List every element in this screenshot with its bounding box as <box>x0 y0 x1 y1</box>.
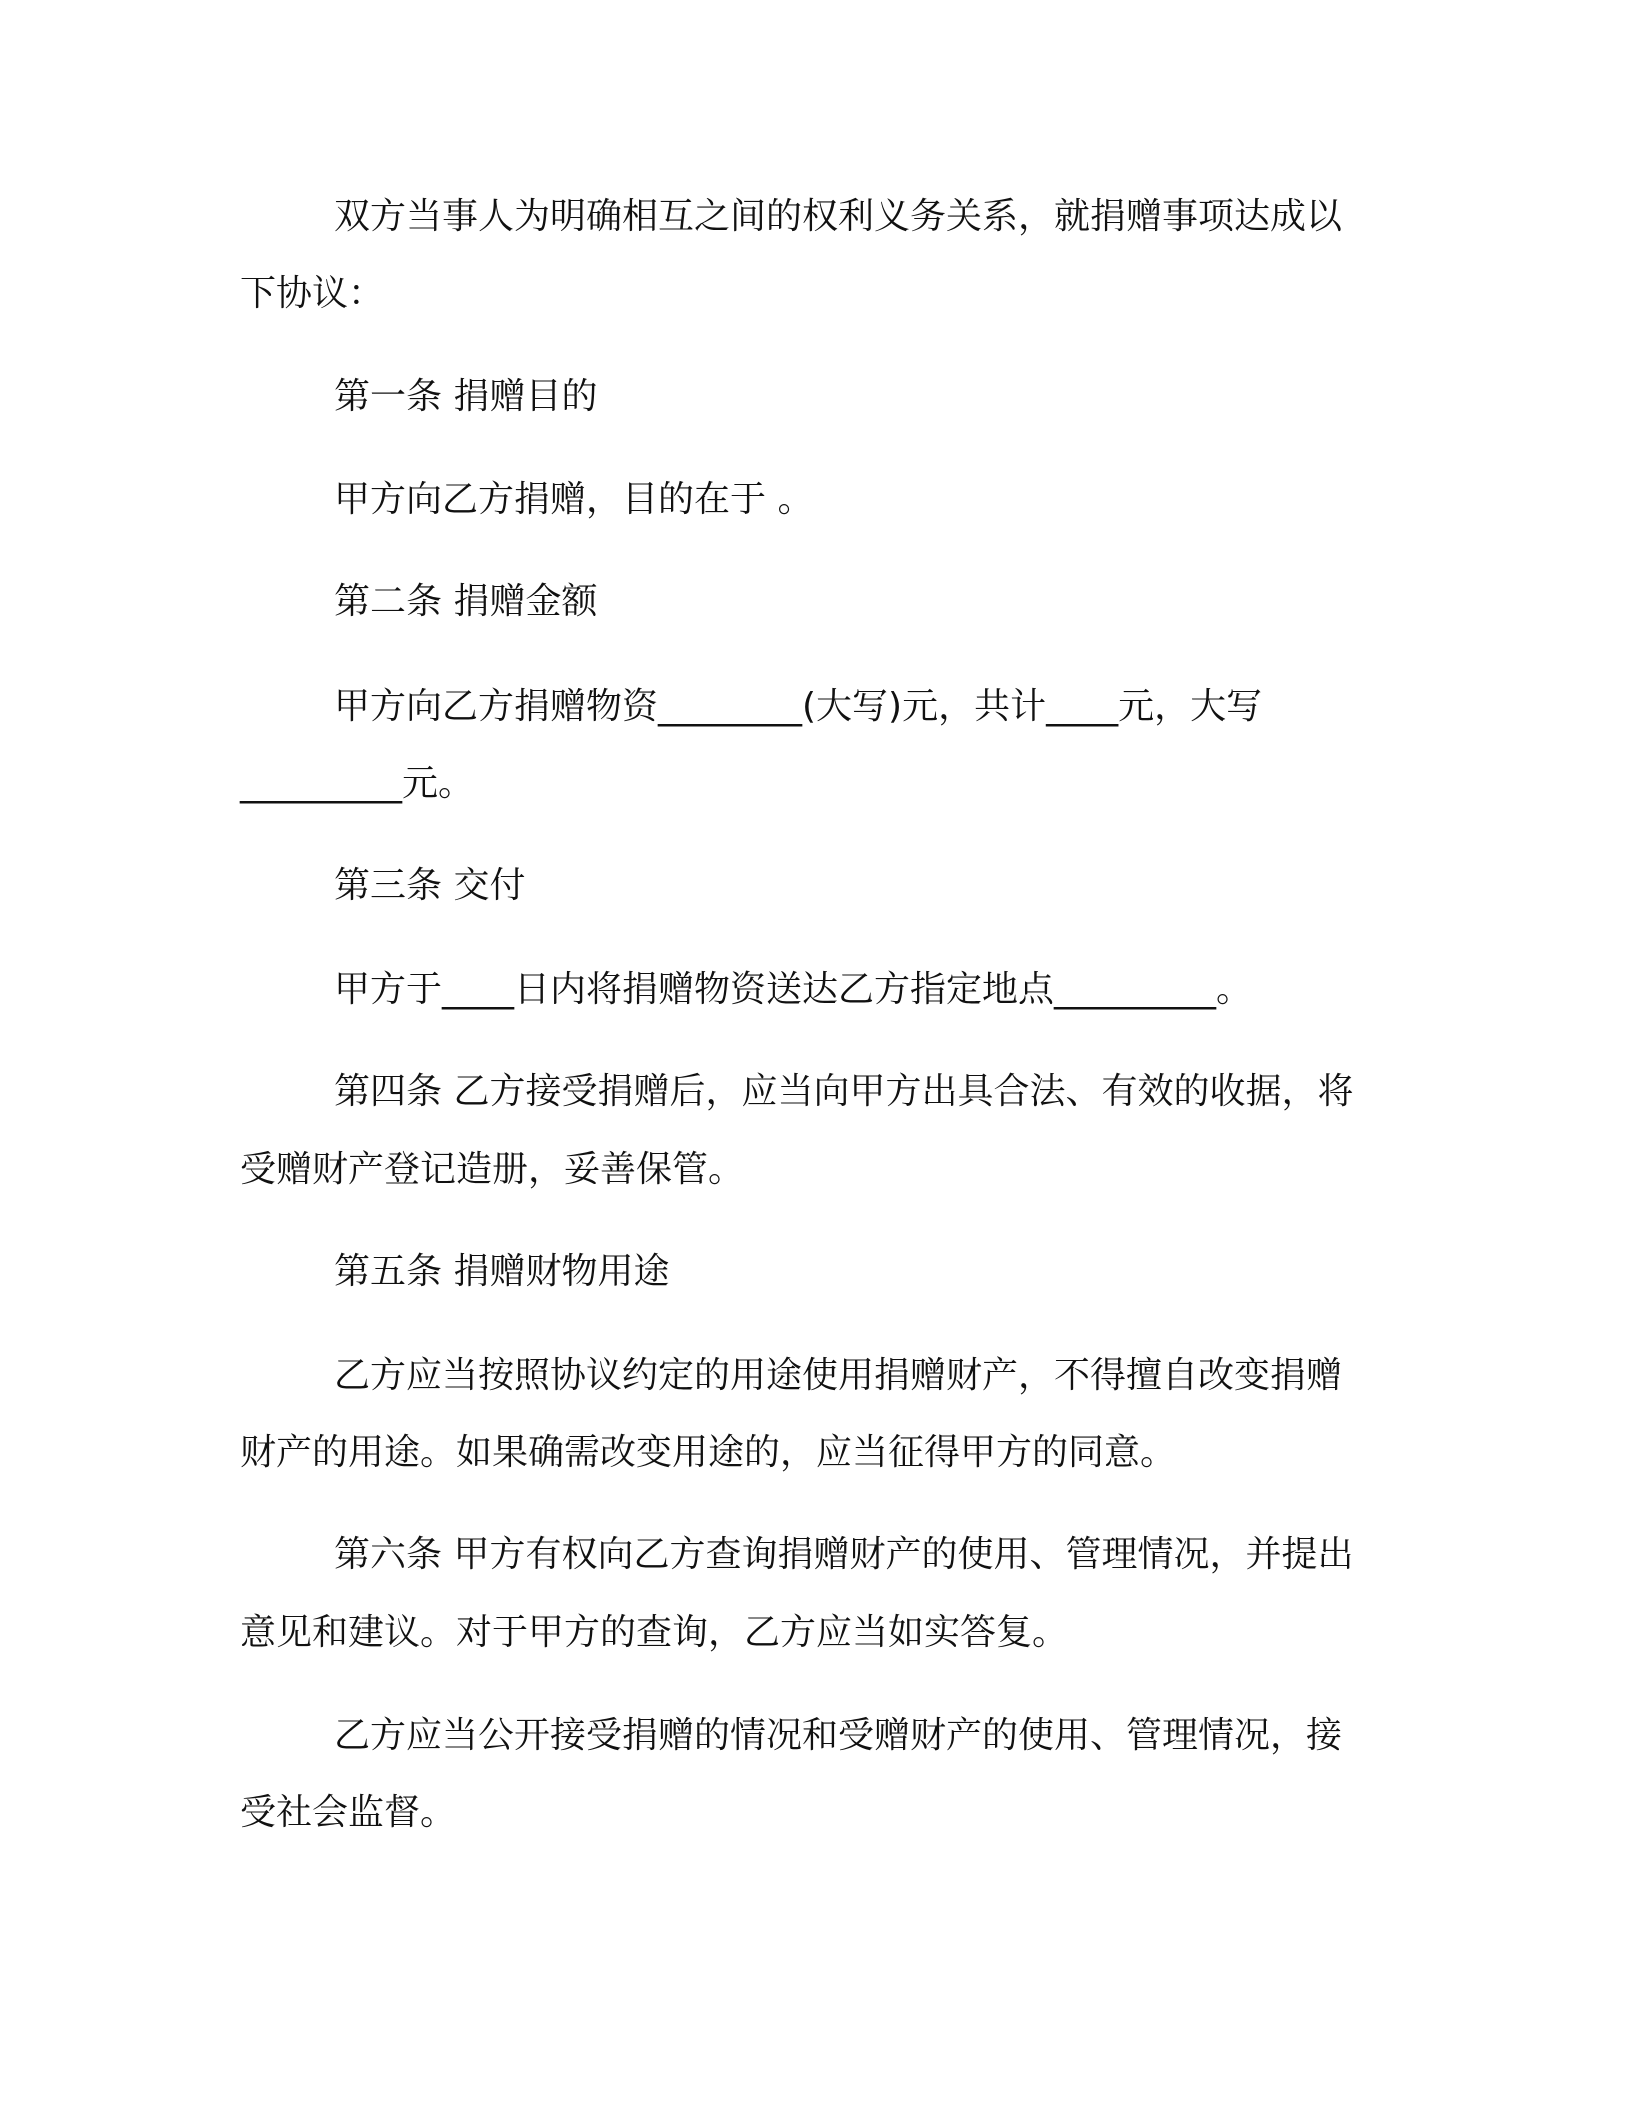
article-1-body: 甲方向乙方捐赠，目的在于 。 <box>334 479 814 520</box>
article-6-line-1: 第六条 甲方有权向乙方查询捐赠财产的使用、管理情况，并提出 <box>334 1534 1354 1575</box>
article-5-heading: 第五条 捐赠财物用途 <box>334 1251 670 1292</box>
article-2-heading: 第二条 捐赠金额 <box>334 581 598 622</box>
paragraph-preamble-line-1: 双方当事人为明确相互之间的权利义务关系，就捐赠事项达成以 <box>334 196 1343 237</box>
article-5-body-line-1: 乙方应当按照协议约定的用途使用捐赠财产，不得擅自改变捐赠 <box>334 1355 1343 1396</box>
article-2-body-line-1: 甲方向乙方捐赠物资________(大写)元，共计____元，大写 <box>334 686 1263 727</box>
article-4-line-1: 第四条 乙方接受捐赠后，应当向甲方出具合法、有效的收据，将 <box>334 1071 1354 1112</box>
article-5-body-line-2: 财产的用途。如果确需改变用途的，应当征得甲方的同意。 <box>240 1432 1177 1473</box>
article-3-heading: 第三条 交付 <box>334 865 526 906</box>
article-1-heading: 第一条 捐赠目的 <box>334 376 598 417</box>
article-3-body: 甲方于____日内将捐赠物资送达乙方指定地点_________。 <box>334 969 1253 1010</box>
paragraph-preamble-line-2: 下协议： <box>240 273 385 314</box>
article-6-para-2-line-1: 乙方应当公开接受捐赠的情况和受赠财产的使用、管理情况，接 <box>334 1715 1343 1756</box>
article-4-line-2: 受赠财产登记造册，妥善保管。 <box>240 1149 745 1190</box>
article-2-body-line-2: _________元。 <box>240 763 475 804</box>
article-6-para-2-line-2: 受社会监督。 <box>240 1792 457 1833</box>
article-6-line-2: 意见和建议。对于甲方的查询，乙方应当如实答复。 <box>240 1612 1069 1653</box>
